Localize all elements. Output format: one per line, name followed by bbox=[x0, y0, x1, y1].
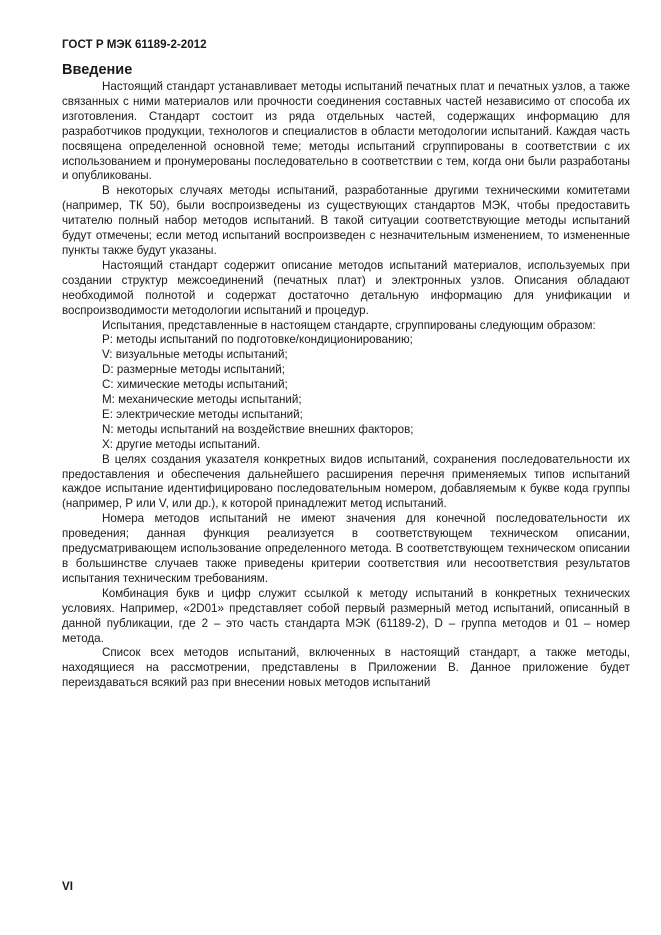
section-title: Введение bbox=[62, 62, 133, 78]
list-item: E: электрические методы испытаний; bbox=[102, 407, 303, 421]
paragraph: Настоящий стандарт содержит описание методов испытаний материалов, используемых при создании структур межсоединений (печатных плат) и электронных узлов. Описания обладают необходимой полнотой и содержат достаточно детальную информацию для унификации и воспроизводимости методологии испытаний и процедур. bbox=[62, 258, 630, 317]
paragraph: Номера методов испытаний не имеют значения для конечной последовательности их проведения; данная функция реализуется в соответствующем техническом описании, предусматривающем использование определенного метода. В соответствующем техническом описании в большинстве случаев также приведены критерии соответствия или несоответствия результатов испытания техническим требованиям. bbox=[62, 512, 630, 585]
paragraph: Настоящий стандарт устанавливает методы испытаний печатных плат и печатных узлов, а также связанных с ними материалов или прочности соединения составных частей независимо от способа их изготовления. Стандарт состоит из ряда отдельных частей, содержащих информацию для разработчиков продукции, технологов и специалистов в области методологии испытаний. Каждая часть посвящена определенной основной теме; методы испытаний сгруппированы в соответствии с их использованием и пронумерованы последовательно в соответствии с тем, когда они были разработаны и опубликованы. bbox=[62, 80, 630, 183]
list-item: P: методы испытаний по подготовке/кондиционированию; bbox=[102, 333, 413, 347]
list-item: M: механические методы испытаний; bbox=[102, 393, 302, 407]
paragraph: Список всех методов испытаний, включенных в настоящий стандарт, а также методы, находящиеся на рассмотрении, представлены в Приложении B. Данное приложение будет переиздаваться всякий раз при внесении новых методов испытаний bbox=[62, 646, 630, 690]
list-item: V: визуальные методы испытаний; bbox=[102, 348, 288, 362]
paragraph: Испытания, представленные в настоящем стандарте, сгруппированы следующим образом: bbox=[102, 318, 596, 332]
page-number: VI bbox=[62, 880, 73, 893]
test-groups-list bbox=[62, 333, 630, 452]
document-header: ГОСТ Р МЭК 61189-2-2012 bbox=[62, 38, 207, 51]
paragraph: Комбинация букв и цифр служит ссылкой к методу испытаний в конкретных технических условиях. Например, «2D01» представляет собой первый размерный метод испытаний, описанный в данной публикации, где 2 – это часть стандарта МЭК (61189-2), D – группа методов и 01 – номер метода. bbox=[62, 586, 630, 645]
section-body bbox=[62, 80, 630, 691]
list-item: D: размерные методы испытаний; bbox=[102, 363, 285, 377]
list-item: N: методы испытаний на воздействие внешних факторов; bbox=[102, 422, 414, 436]
list-item: X: другие методы испытаний. bbox=[102, 437, 261, 451]
list-item: C: химические методы испытаний; bbox=[102, 378, 288, 392]
paragraph: В некоторых случаях методы испытаний, разработанные другими техническими комитетами (например, ТК 50), были воспроизведены из существующих стандартов МЭК, чтобы предоставить читателю полный набор методов испытаний. В такой ситуации соответствующие методы испытаний будут отмечены; если метод испытаний воспроизведен с незначительным изменением, то измененные пункты также будут указаны. bbox=[62, 184, 630, 257]
paragraph: В целях создания указателя конкретных видов испытаний, сохранения последовательности их предоставления и обеспечения дальнейшего расширения перечня применяемых типов испытаний каждое испытание идентифицировано последовательным номером, добавляемым к букве кода группы (например, P или V, или др.), к которой принадлежит метод испытаний. bbox=[62, 452, 630, 511]
